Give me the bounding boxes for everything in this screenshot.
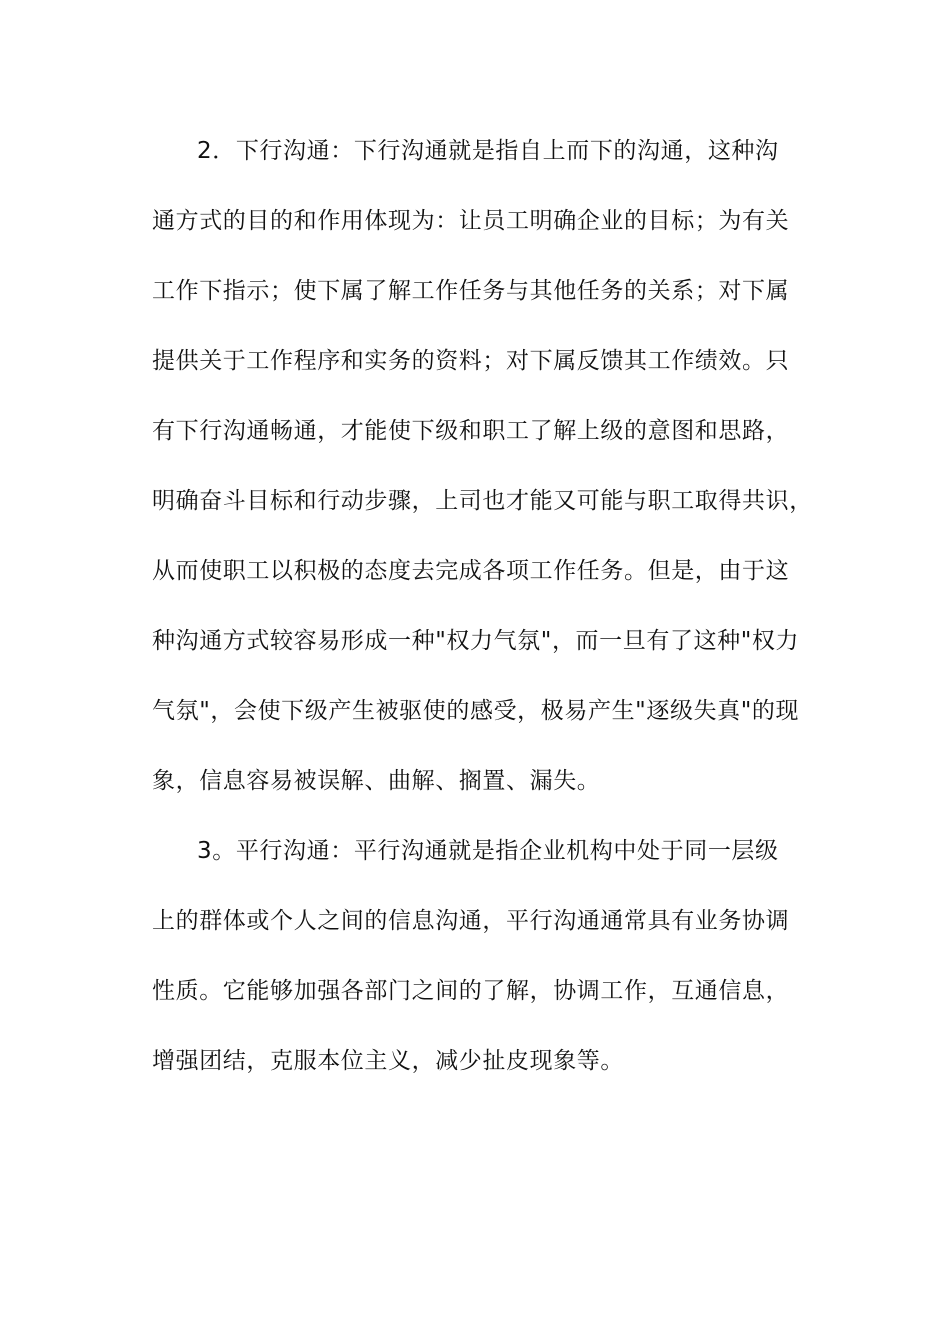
text-line: 提供关于工作程序和实务的资料；对下属反馈其工作绩效。只 [152,348,790,374]
text-line: 象，信息容易被误解、曲解、搁置、漏失。 [152,768,601,794]
text-line: 增强团结，克服本位主义，减少扯皮现象等。 [152,1048,624,1074]
text-line: 种沟通方式较容易形成一种"权力气氛"，而一旦有了这种"权力 [152,628,800,654]
text-line: 通方式的目的和作用体现为：让员工明确企业的目标；为有关 [152,208,790,234]
text-line: 工作下指示；使下属了解工作任务与其他任务的关系；对下属 [152,278,790,304]
text-line: 明确奋斗目标和行动步骤，上司也才能又可能与职工取得共识， [152,488,813,514]
text-line: 3。平行沟通：平行沟通就是指企业机构中处于同一层级 [197,838,779,864]
text-line: 气氛"，会使下级产生被驱使的感受，极易产生"逐级失真"的现 [152,698,800,724]
text-line: 性质。它能够加强各部门之间的了解，协调工作，互通信息， [152,978,790,1004]
text-line: 2．下行沟通：下行沟通就是指自上而下的沟通，这种沟 [197,138,779,164]
text-line: 有下行沟通畅通，才能使下级和职工了解上级的意图和思路， [152,418,790,444]
text-line: 上的群体或个人之间的信息沟通，平行沟通通常具有业务协调 [152,908,790,934]
text-line: 从而使职工以积极的态度去完成各项工作任务。但是，由于这 [152,558,790,584]
